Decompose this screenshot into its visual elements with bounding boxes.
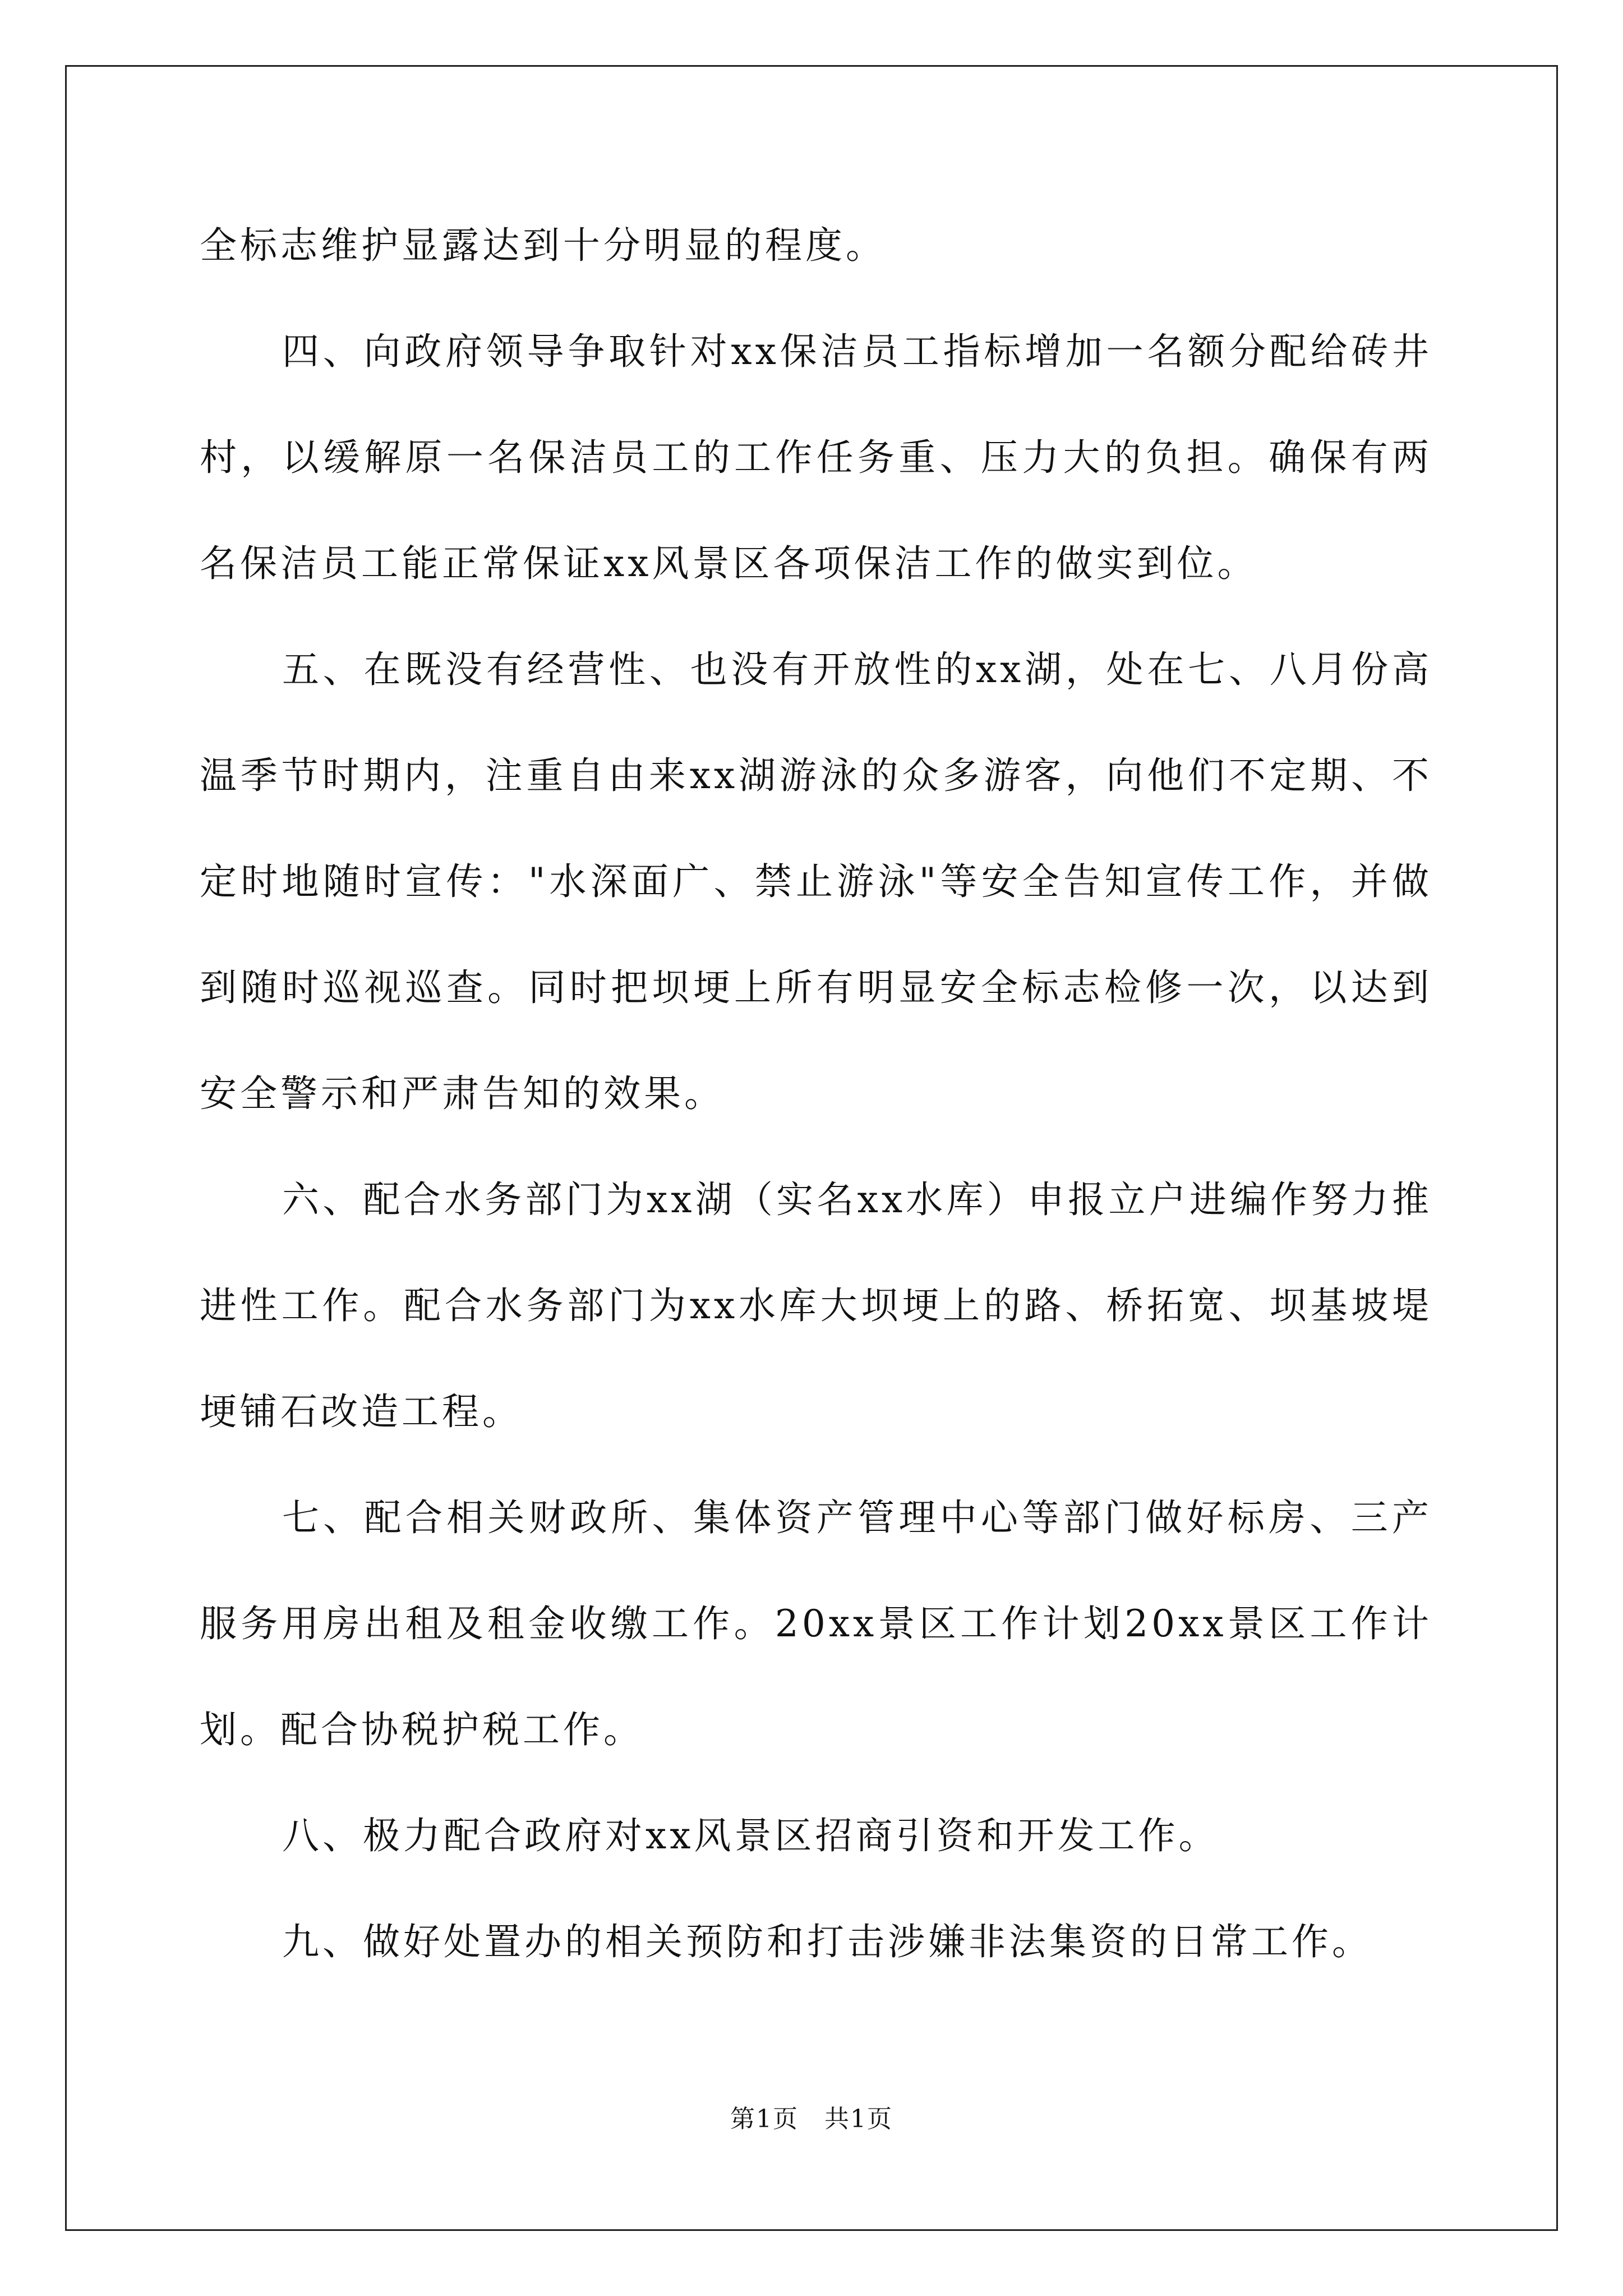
page-footer: 第1页 共1页 <box>730 2105 893 2133</box>
paragraph-5: 七、配合相关财政所、集体资产管理中心等部门做好标房、三产服务用房出租及租金收缴工作。20xx景区工作计划20xx景区工作计划。配合协税护税工作。 <box>200 1496 1432 1751</box>
paragraph-6: 八、极力配合政府对xx风景区招商引资和开发工作。 <box>282 1814 1219 1857</box>
paragraph-7: 九、做好处置办的相关预防和打击涉嫌非法集资的日常工作。 <box>282 1920 1372 1963</box>
paragraph-4: 六、配合水务部门为xx湖（实名xx水库）申报立户进编作努力推进性工作。配合水务部门为xx水库大坝埂上的路、桥拓宽、坝基坡堤埂铺石改造工程。 <box>200 1178 1432 1433</box>
document-body <box>200 192 1432 1995</box>
paragraph-3: 五、在既没有经营性、也没有开放性的xx湖，处在七、八月份高温季节时期内，注重自由来xx湖游泳的众多游客，向他们不定期、不定时地随时宣传："水深面广、禁止游泳"等安全告知宣传工作，并做到随时巡视巡查。同时把坝埂上所有明显安全标志检修一次，以达到安全警示和严肃告知的效果。 <box>200 648 1432 1115</box>
paragraph-1: 全标志维护显露达到十分明显的程度。 <box>200 224 886 267</box>
paragraph-2: 四、向政府领导争取针对xx保洁员工指标增加一名额分配给砖井村，以缓解原一名保洁员工的工作任务重、压力大的负担。确保有两名保洁员工能正常保证xx风景区各项保洁工作的做实到位。 <box>200 330 1432 585</box>
